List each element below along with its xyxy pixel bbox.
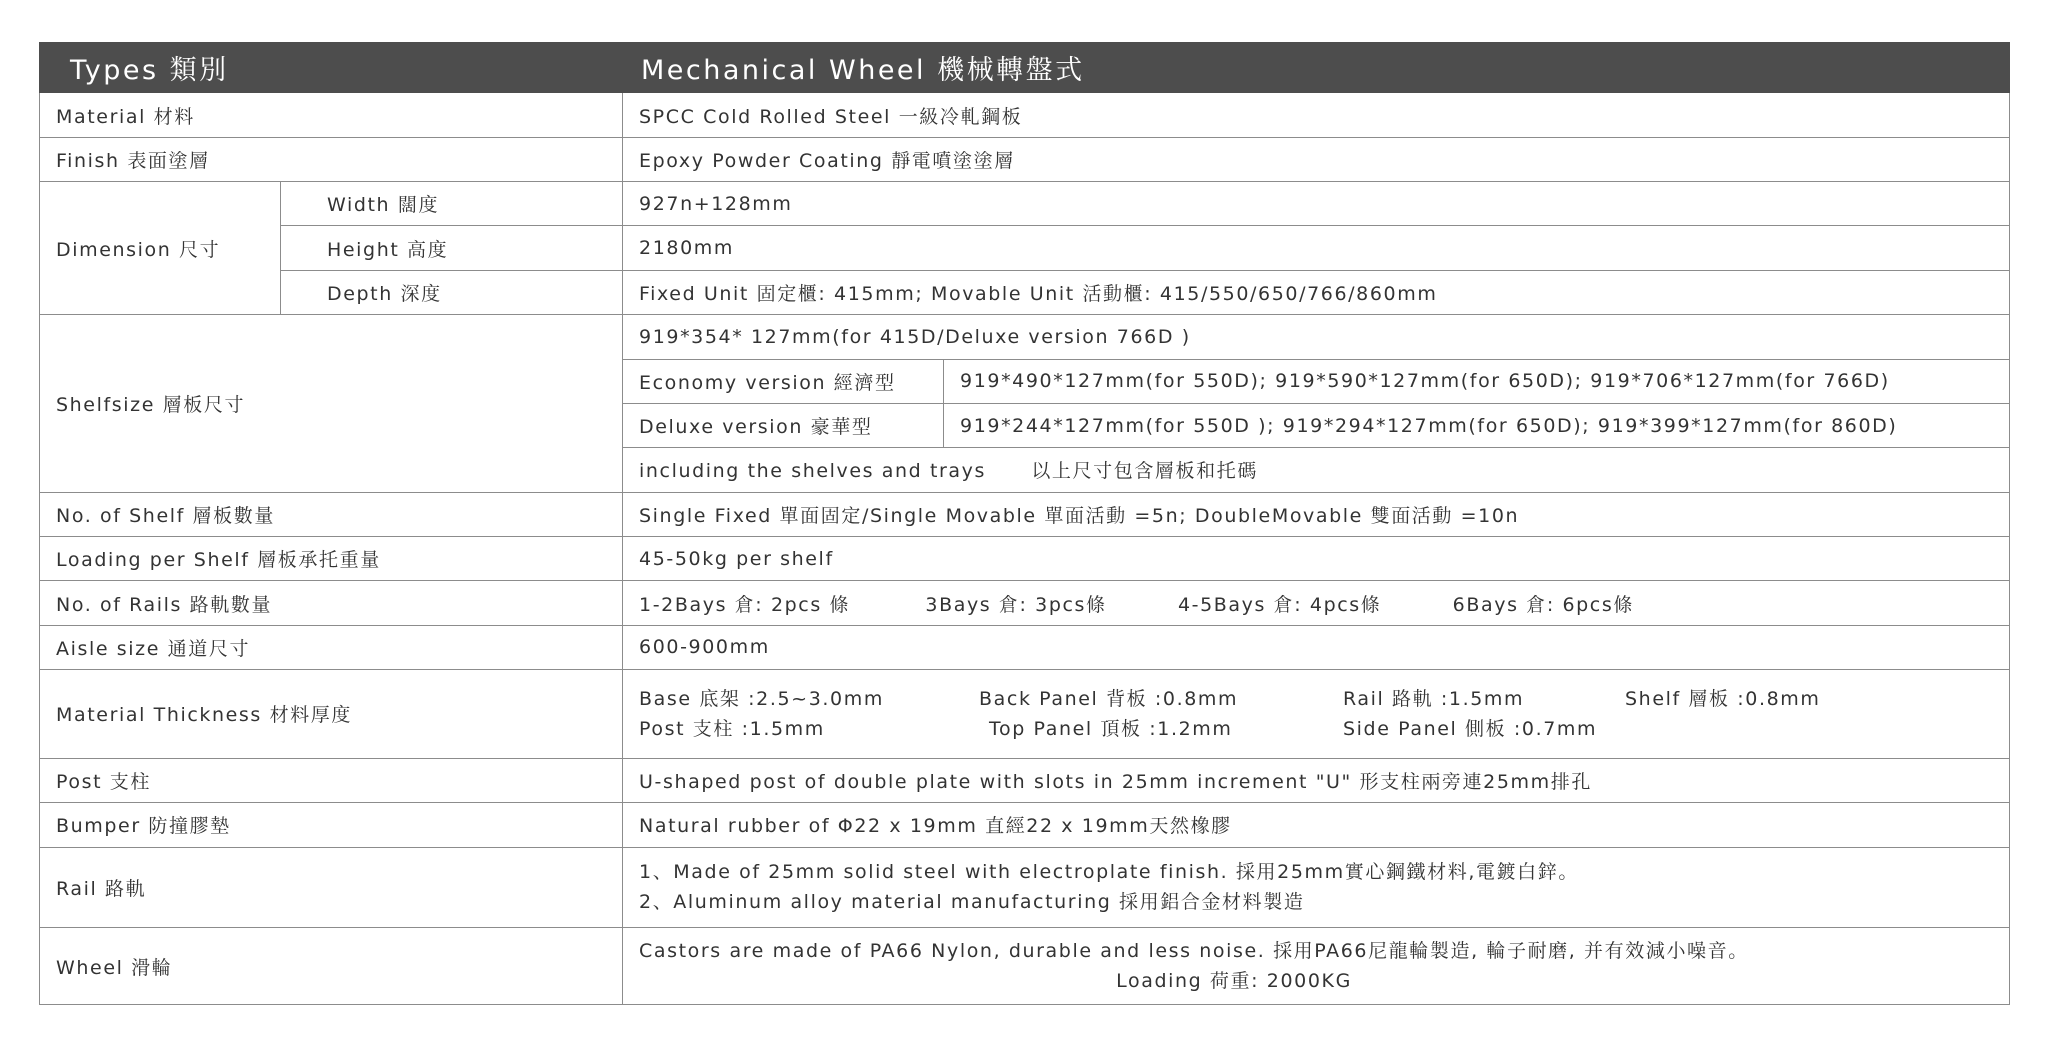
- shelfsize-note-zh: 以上尺寸包含層板和托碼: [1031, 460, 1258, 483]
- wheel-label: Wheel 滑輪: [40, 928, 623, 1005]
- height-label: Height 高度: [281, 226, 623, 270]
- material-thickness-value: [623, 670, 2010, 759]
- aisle-size-value: 600-900mm: [623, 625, 2010, 669]
- row-loading-per-shelf: [40, 537, 2010, 581]
- shelfsize-standard-value: 919*354* 127mm(for 415D/Deluxe version 766D ): [623, 315, 2010, 359]
- header-row: [40, 43, 2010, 93]
- thickness-shelf: Shelf 層板 :0.8mm: [1625, 687, 1821, 710]
- post-label: Post 支柱: [40, 758, 623, 802]
- row-dimension-depth: [40, 270, 2010, 314]
- economy-version-label: Economy version 經濟型: [623, 359, 944, 403]
- header-product-type: Mechanical Wheel 機械轉盤式: [623, 43, 2010, 93]
- row-shelfsize-standard: [40, 315, 2010, 359]
- row-material: [40, 93, 2010, 137]
- row-dimension-width: [40, 182, 2010, 226]
- rail-value: [623, 847, 2010, 928]
- post-value: U-shaped post of double plate with slots in 25mm increment "U" 形支柱兩旁連25mm排孔: [623, 758, 2010, 802]
- row-bumper: [40, 803, 2010, 847]
- bumper-label: Bumper 防撞膠墊: [40, 803, 623, 847]
- wheel-line-1: Castors are made of PA66 Nylon, durable and less noise. 採用PA66尼龍輪製造, 輪子耐磨, 并有效減小噪音。: [639, 940, 1749, 963]
- material-thickness-label: Material Thickness 材料厚度: [40, 670, 623, 759]
- loading-per-shelf-label: Loading per Shelf 層板承托重量: [40, 537, 623, 581]
- material-value: SPCC Cold Rolled Steel 一級冷軋鋼板: [623, 93, 2010, 137]
- rails-1-2-bays: 1-2Bays 倉: 2pcs 條: [639, 593, 851, 616]
- height-value: 2180mm: [623, 226, 2010, 270]
- rails-3-bays: 3Bays 倉: 3pcs條: [925, 593, 1107, 616]
- thickness-side-panel: Side Panel 側板 :0.7mm: [1343, 717, 1598, 740]
- rails-4-5-bays: 4-5Bays 倉: 4pcs條: [1177, 593, 1382, 616]
- wheel-value: [623, 928, 2010, 1005]
- row-aisle-size: [40, 625, 2010, 669]
- thickness-back-panel: Back Panel 背板 :0.8mm: [979, 687, 1239, 710]
- row-no-of-shelf: [40, 492, 2010, 536]
- thickness-top-panel: Top Panel 頂板 :1.2mm: [989, 717, 1233, 740]
- loading-per-shelf-value: 45-50kg per shelf: [623, 537, 2010, 581]
- no-of-shelf-value: Single Fixed 單面固定/Single Movable 單面活動 =5n; DoubleMovable 雙面活動 =10n: [623, 492, 2010, 536]
- aisle-size-label: Aisle size 通道尺寸: [40, 625, 623, 669]
- no-of-rails-value: [623, 581, 2010, 625]
- depth-value: Fixed Unit 固定櫃: 415mm; Movable Unit 活動櫃: 415/550/650/766/860mm: [623, 270, 2010, 314]
- wheel-loading: Loading 荷重: 2000KG: [1116, 970, 1352, 993]
- dimension-label: Dimension 尺寸: [40, 182, 281, 315]
- specification-table: [39, 42, 2010, 1005]
- deluxe-version-label: Deluxe version 豪華型: [623, 403, 944, 447]
- thickness-rail: Rail 路軌 :1.5mm: [1343, 687, 1525, 710]
- row-finish: [40, 137, 2010, 181]
- rail-label: Rail 路軌: [40, 847, 623, 928]
- header-types: Types 類別: [40, 43, 623, 93]
- row-post: [40, 758, 2010, 802]
- finish-label: Finish 表面塗層: [40, 137, 623, 181]
- finish-value: Epoxy Powder Coating 靜電噴塗塗層: [623, 137, 2010, 181]
- width-value: 927n+128mm: [623, 182, 2010, 226]
- no-of-rails-label: No. of Rails 路軌數量: [40, 581, 623, 625]
- row-wheel: [40, 928, 2010, 1005]
- rail-line-2: 2、Aluminum alloy material manufacturing 採用鋁合金材料製造: [639, 891, 1305, 914]
- shelfsize-label: Shelfsize 層板尺寸: [40, 315, 623, 492]
- bumper-value: Natural rubber of Φ22 x 19mm 直經22 x 19mm天然橡膠: [623, 803, 2010, 847]
- shelfsize-note: [623, 448, 2010, 492]
- depth-label: Depth 深度: [281, 270, 623, 314]
- deluxe-version-value: 919*244*127mm(for 550D ); 919*294*127mm(for 650D); 919*399*127mm(for 860D): [944, 403, 2010, 447]
- row-dimension-height: [40, 226, 2010, 270]
- row-rail: [40, 847, 2010, 928]
- economy-version-value: 919*490*127mm(for 550D); 919*590*127mm(for 650D); 919*706*127mm(for 766D): [944, 359, 2010, 403]
- no-of-shelf-label: No. of Shelf 層板數量: [40, 492, 623, 536]
- width-label: Width 闊度: [281, 182, 623, 226]
- thickness-post: Post 支柱 :1.5mm: [639, 717, 825, 740]
- thickness-base: Base 底架 :2.5~3.0mm: [639, 687, 884, 710]
- rail-line-1: 1、Made of 25mm solid steel with electroplate finish. 採用25mm實心鋼鐵材料,電鍍白鋅。: [639, 861, 1579, 884]
- row-material-thickness: [40, 670, 2010, 759]
- material-label: Material 材料: [40, 93, 623, 137]
- row-no-of-rails: [40, 581, 2010, 625]
- rails-6-bays: 6Bays 倉: 6pcs條: [1452, 593, 1634, 616]
- shelfsize-note-en: including the shelves and trays: [639, 460, 987, 483]
